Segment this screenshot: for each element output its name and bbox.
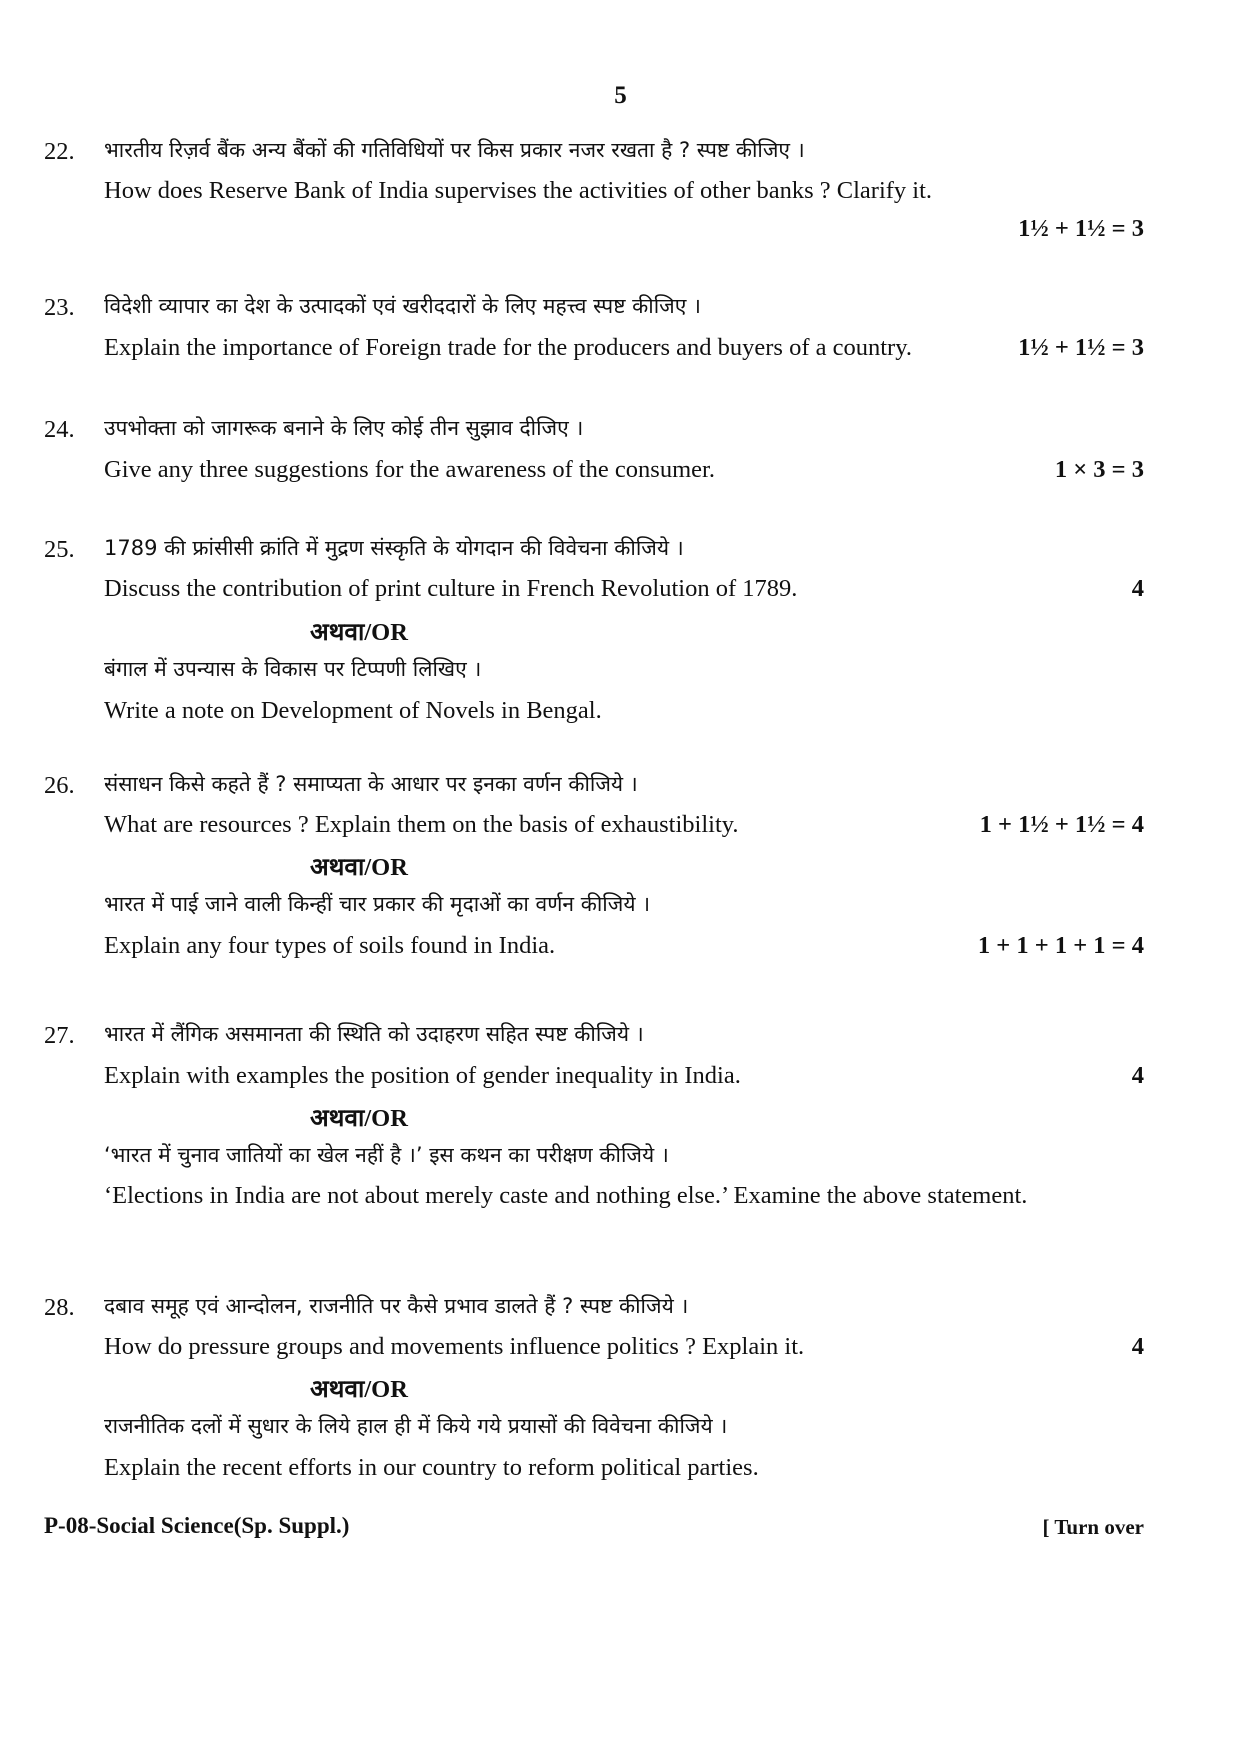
question-english: Explain the importance of Foreign trade for the producers and buyers of a country. [104,334,912,361]
question-english: Explain with examples the position of gender inequality in India. [104,1062,741,1089]
alternative-english: Explain the recent efforts in our country to reform political parties. [104,1454,759,1481]
question-marks: 4 [1131,575,1144,602]
question-number: 28. [44,1294,75,1321]
question-english: Give any three suggestions for the awareness of the consumer. [104,456,715,483]
question-hindi: 1789 की फ्रांसीसी क्रांति में मुद्रण संस्कृति के योगदान की विवेचना कीजिये । [104,536,684,560]
question-marks: 1 × 3 = 3 [1054,456,1144,483]
question-number: 25. [44,536,75,563]
paper-code: P-08-Social Science(Sp. Suppl.) [44,1513,350,1538]
question-english-row [104,456,1144,484]
alternative-hindi: ‘भारत में चुनाव जातियों का खेल नहीं है ।’ इस कथन का परीक्षण कीजिये । [104,1143,669,1167]
question-hindi: संसाधन किसे कहते हैं ? समाप्यता के आधार पर इनका वर्णन कीजिये । [104,772,638,796]
question-marks: 1½ + 1½ = 3 [1018,215,1144,242]
or-label: अथवा/OR [310,1105,408,1132]
alternative-hindi: बंगाल में उपन्यास के विकास पर टिप्पणी लिखिए । [104,657,482,681]
or-label: अथवा/OR [310,1376,408,1403]
question-marks: 4 [1131,1062,1144,1089]
question-english-row [104,1333,1144,1361]
question-hindi: उपभोक्ता को जागरूक बनाने के लिए कोई तीन सुझाव दीजिए । [104,416,584,440]
question-english: How do pressure groups and movements influence politics ? Explain it. [104,1333,805,1360]
question-marks: 4 [1131,1333,1144,1360]
alternative-hindi: भारत में पाई जाने वाली किन्हीं चार प्रकार की मृदाओं का वर्णन कीजिये । [104,892,651,916]
question-english: What are resources ? Explain them on the basis of exhaustibility. [104,811,739,838]
question-number: 27. [44,1022,75,1049]
question-marks: 1½ + 1½ = 3 [1018,334,1144,361]
question-hindi: विदेशी व्यापार का देश के उत्पादकों एवं खरीददारों के लिए महत्त्व स्पष्ट कीजिए । [104,294,701,318]
question-english-row [104,1062,1144,1090]
question-english-row [104,334,1144,362]
question-number: 23. [44,294,75,321]
or-label: अथवा/OR [310,619,408,646]
page-number: 5 [614,82,627,109]
alternative-english: Explain any four types of soils found in India. [104,932,556,959]
question-number: 22. [44,138,75,165]
alternative-hindi: राजनीतिक दलों में सुधार के लिये हाल ही में किये गये प्रयासों की विवेचना कीजिये । [104,1414,728,1438]
alternative-english-row [104,932,1144,960]
question-hindi: भारतीय रिज़र्व बैंक अन्य बैंकों की गतिविधियों पर किस प्रकार नजर रखता है ? स्पष्ट कीजिए । [104,138,805,162]
question-marks: 1 + 1½ + 1½ = 4 [979,811,1144,838]
question-english: Discuss the contribution of print culture in French Revolution of 1789. [104,575,798,602]
alternative-english: ‘Elections in India are not about merely caste and nothing else.’ Examine the above statement. [104,1182,1028,1209]
question-hindi: भारत में लैंगिक असमानता की स्थिति को उदाहरण सहित स्पष्ट कीजिये । [104,1022,644,1046]
alternative-marks: 1 + 1 + 1 + 1 = 4 [977,932,1144,959]
alternative-english: Write a note on Development of Novels in Bengal. [104,697,602,724]
question-english-row [104,575,1144,603]
question-number: 24. [44,416,75,443]
turn-over-note: [ Turn over [1042,1515,1144,1539]
question-number: 26. [44,772,75,799]
question-english-row [104,811,1144,839]
or-label: अथवा/OR [310,854,408,881]
question-hindi: दबाव समूह एवं आन्दोलन, राजनीति पर कैसे प्रभाव डालते हैं ? स्पष्ट कीजिये । [104,1294,689,1318]
question-english: How does Reserve Bank of India supervises the activities of other banks ? Clarify it. [104,177,933,204]
